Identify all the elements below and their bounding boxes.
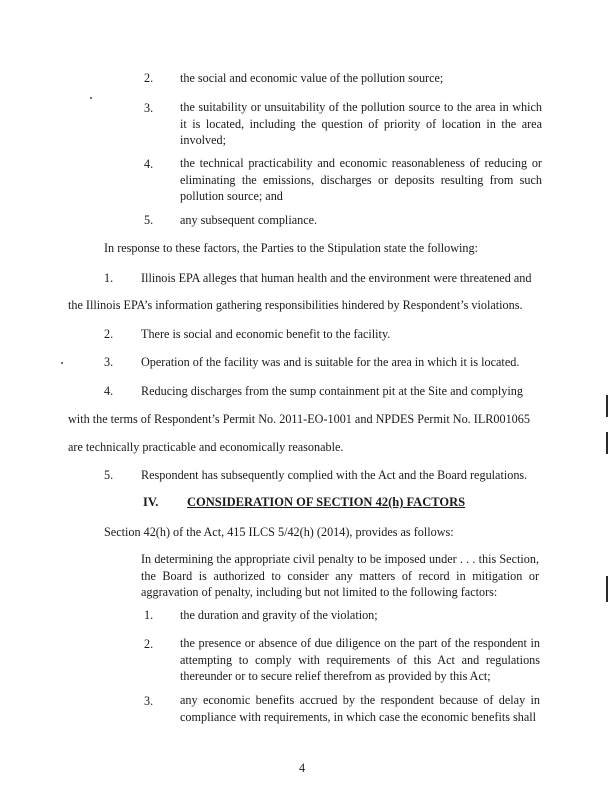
factor-text: any subsequent compliance. (180, 213, 318, 227)
response-number: 4. (104, 384, 114, 398)
factor-text: the duration and gravity of the violation; (180, 608, 378, 622)
response-number: 1. (104, 271, 114, 285)
scan-edge-mark (606, 395, 608, 417)
scan-speck (61, 362, 63, 364)
response-intro: In response to these factors, the Parties to the Stipulation state the following: (104, 241, 479, 255)
factor-text: the presence or absence of due diligence on the part of the respondent in attempting to comply with requirements of this Act and regulations thereunder or to secure relief therefrom as provided by this Act; (180, 636, 540, 684)
factor-number: 5. (144, 213, 154, 227)
response-number: 3. (104, 355, 114, 369)
section-heading (187, 495, 465, 510)
response-text: Illinois EPA alleges that human health and the environment were threatened and (141, 271, 532, 285)
response-text: are technically practicable and economically reasonable. (68, 440, 344, 454)
factor-text: any economic benefits accrued by the respondent because of delay in compliance with requirements, in which case the economic benefits shall (180, 693, 540, 724)
scan-edge-mark (606, 576, 608, 602)
response-text: with the terms of Respondent’s Permit No. 2011-EO-1001 and NPDES Permit No. ILR001065 (68, 412, 530, 426)
block-quote: In determining the appropriate civil penalty to be imposed under . . . this Section, the Board is authorized to consider any matters of record in mitigation or aggravation of penalty, including but not limited to the following factors: (141, 552, 539, 600)
page-number: 4 (299, 761, 306, 775)
factor-number: 3. (144, 694, 154, 708)
factor-text: the suitability or unsuitability of the pollution source to the area in which it is located, including the question of priority of location in the area involved; (180, 100, 542, 148)
scan-speck (90, 97, 92, 99)
factor-text: the technical practicability and economic reasonableness of reducing or eliminating the emissions, discharges or deposits resulting from such pollution source; and (180, 156, 542, 204)
scan-edge-mark (606, 432, 608, 454)
factor-number: 4. (144, 157, 154, 171)
response-number: 5. (104, 468, 114, 482)
response-text: Reducing discharges from the sump containment pit at the Site and complying (141, 384, 523, 398)
response-number: 2. (104, 327, 114, 341)
factor-number: 2. (144, 637, 154, 651)
factor-number: 3. (144, 101, 154, 115)
factor-text: the social and economic value of the pollution source; (180, 71, 444, 85)
section-numeral: IV. (143, 495, 159, 509)
section-title: CONSIDERATION OF SECTION 42(h) FACTORS (187, 495, 466, 509)
response-text: Operation of the facility was and is suitable for the area in which it is located. (141, 355, 520, 369)
section-intro: Section 42(h) of the Act, 415 ILCS 5/42(h) (2014), provides as follows: (104, 525, 454, 539)
response-text: There is social and economic benefit to the facility. (141, 327, 391, 341)
factor-number: 1. (144, 608, 154, 622)
response-text: the Illinois EPA’s information gathering responsibilities hindered by Respondent’s violations. (68, 298, 523, 312)
response-text: Respondent has subsequently complied with the Act and the Board regulations. (141, 468, 528, 482)
factor-number: 2. (144, 71, 154, 85)
